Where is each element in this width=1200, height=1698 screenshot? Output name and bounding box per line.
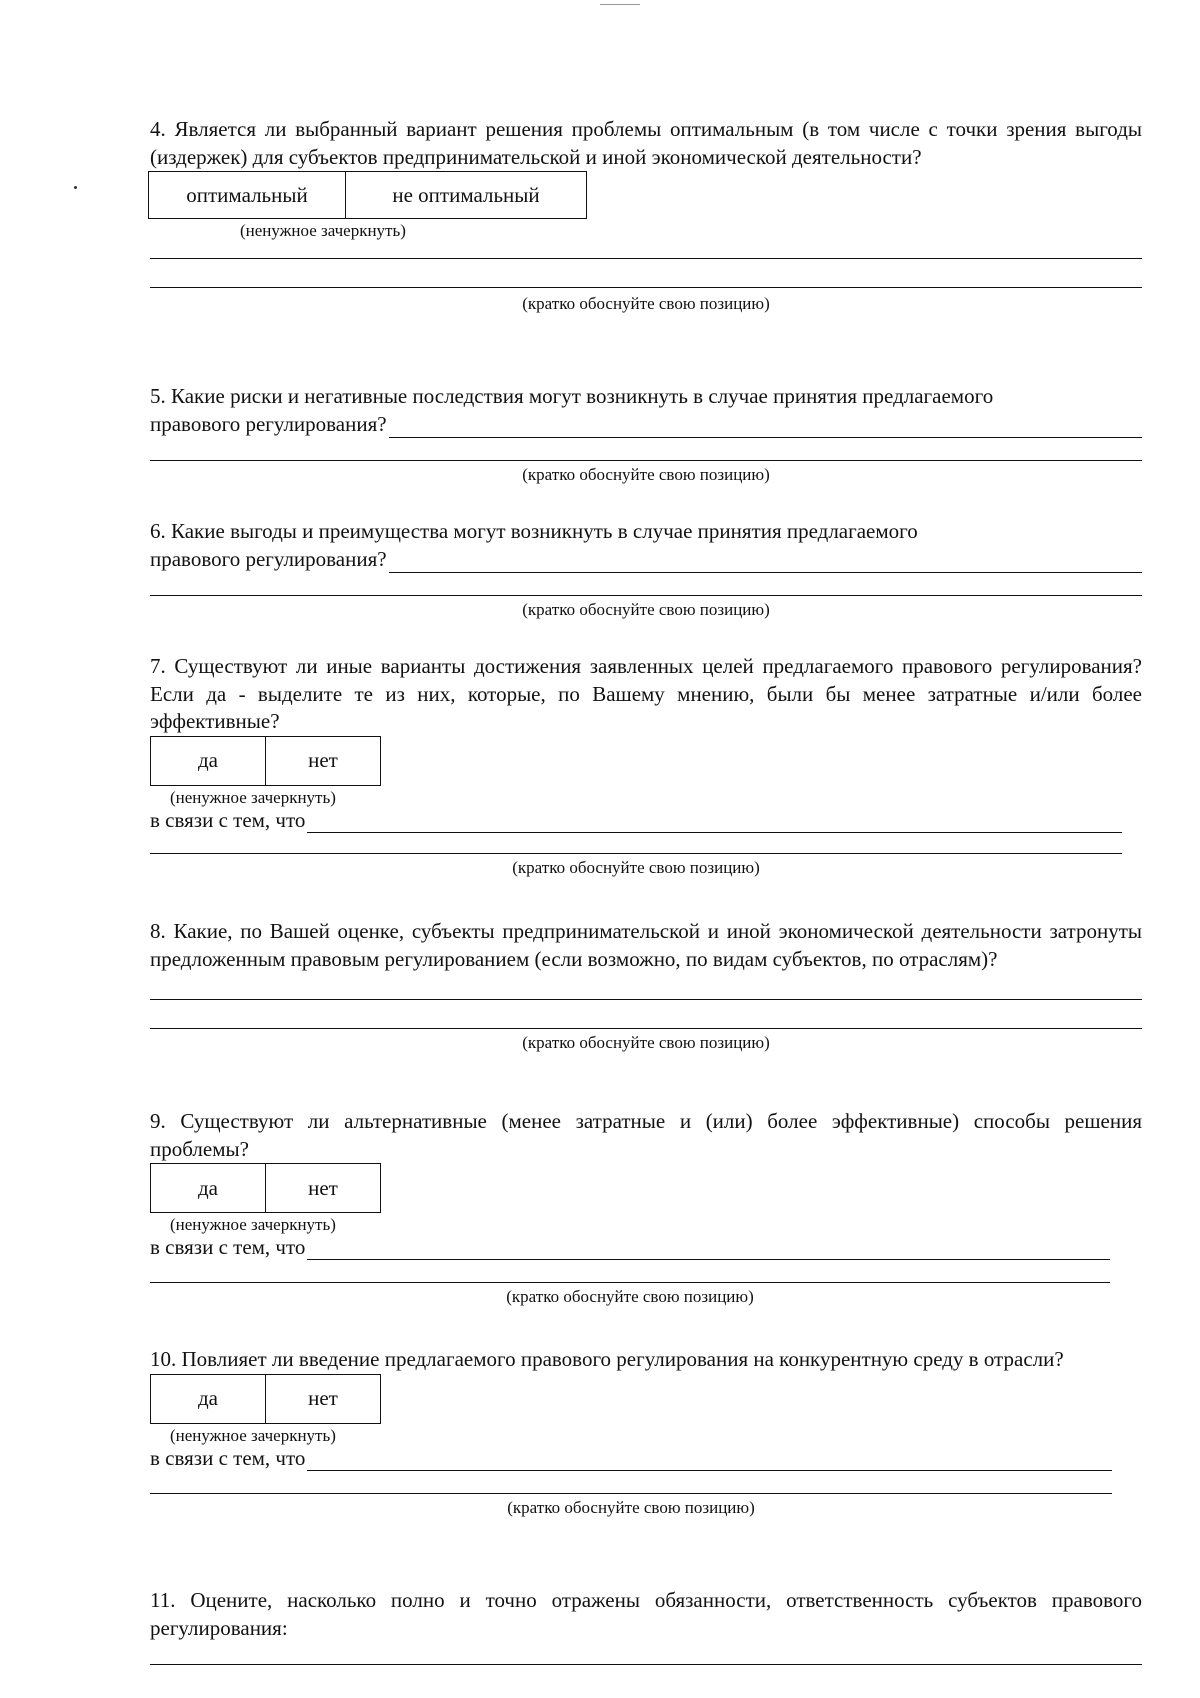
question-9-text: 9. Существуют ли альтернативные (менее затратные и (или) более эффективные) способы решения проблемы? (150, 1109, 1142, 1161)
because-label: в связи с тем, что (150, 1235, 306, 1259)
answer-line[interactable] (150, 1493, 1112, 1494)
question-7-options (150, 736, 381, 786)
question-11-text: 11. Оцените, насколько полно и точно отражены обязанности, ответственность субъектов правового регулирования: (150, 1588, 1142, 1640)
question-6-text: 6. Какие выгоды и преимущества могут возникнуть в случае принятия предлагаемого (150, 519, 918, 543)
answer-line[interactable] (307, 812, 1122, 833)
answer-line[interactable] (150, 287, 1142, 288)
justify-hint: (кратко обоснуйте свою позицию) (522, 294, 770, 313)
question-5 (150, 383, 1142, 485)
option-yes[interactable]: да (197, 1175, 218, 1200)
question-8-text: 8. Какие, по Вашей оценке, субъекты предпринимательской и иной экономической деятельности затронуты предложенным правовым регулированием (если возможно, по видам субъектов, по отраслям)? (150, 919, 1142, 971)
because-line (150, 1235, 1110, 1260)
question-8 (150, 918, 1142, 1053)
question-11 (150, 1587, 1142, 1665)
question-9 (150, 1108, 1142, 1307)
question-5-text-line2: правового регулирования? (150, 411, 387, 436)
justify-hint: (кратко обоснуйте свою позицию) (506, 1287, 754, 1306)
question-5-text: 5. Какие риски и негативные последствия могут возникнуть в случае принятия предлагаемого (150, 384, 994, 408)
answer-line[interactable] (307, 1239, 1110, 1260)
question-6 (150, 518, 1142, 620)
because-line (150, 808, 1122, 833)
cross-out-hint: (ненужное зачеркнуть) (170, 787, 336, 807)
page-top-mark (600, 4, 640, 5)
question-10-options (150, 1374, 381, 1424)
option-no[interactable]: нет (265, 1164, 380, 1212)
justify-hint: (кратко обоснуйте свою позицию) (522, 1033, 770, 1052)
justify-hint: (кратко обоснуйте свою позицию) (512, 857, 760, 877)
because-label: в связи с тем, что (150, 1445, 306, 1470)
answer-line[interactable] (150, 1664, 1142, 1665)
question-7-text: 7. Существуют ли иные варианты достижения заявленных целей предлагаемого правового регулирования? Если да - выделите те из них, которые, по Вашему мнению, были бы менее затратные и/или более эффективные? (150, 654, 1142, 733)
question-6-fill (150, 546, 1142, 574)
question-4-text: 4. Является ли выбранный вариант решения проблемы оптимальным (в том числе с точки зрения выгоды (издержек) для субъектов предпринимательской и иной экономической деятельности? (150, 117, 1142, 169)
question-4-options (148, 171, 587, 219)
question-5-fill (150, 411, 1142, 439)
question-7 (150, 653, 1142, 878)
justify-hint: (кратко обоснуйте свою позицию) (522, 465, 770, 484)
option-yes[interactable]: да (197, 748, 218, 772)
option-no[interactable]: нет (265, 737, 380, 785)
justify-hint: (кратко обоснуйте свою позицию) (507, 1497, 755, 1517)
answer-line[interactable] (150, 258, 1142, 259)
cross-out-hint: (ненужное зачеркнуть) (170, 1425, 336, 1445)
scan-dot (74, 186, 77, 189)
justify-hint: (кратко обоснуйте свою позицию) (522, 600, 770, 619)
answer-line[interactable] (389, 417, 1142, 438)
answer-line[interactable] (150, 460, 1142, 461)
option-optimal[interactable]: оптимальный (186, 182, 308, 207)
because-line (150, 1446, 1112, 1471)
question-6-text-line2: правового регулирования? (150, 546, 387, 571)
question-10 (150, 1346, 1142, 1518)
answer-line[interactable] (307, 1450, 1112, 1471)
option-not-optimal[interactable]: не оптимальный (345, 172, 586, 218)
answer-line[interactable] (150, 999, 1142, 1000)
cross-out-hint: (ненужное зачеркнуть) (170, 1215, 336, 1234)
question-9-options (150, 1163, 381, 1213)
option-no[interactable]: нет (265, 1375, 380, 1423)
answer-line[interactable] (150, 1028, 1142, 1029)
answer-line[interactable] (150, 595, 1142, 596)
cross-out-hint: (ненужное зачеркнуть) (240, 221, 406, 240)
answer-line[interactable] (389, 552, 1142, 573)
answer-line[interactable] (150, 853, 1122, 854)
option-yes[interactable]: да (197, 1386, 218, 1410)
answer-line[interactable] (150, 1282, 1110, 1283)
question-4 (150, 116, 1142, 314)
because-label: в связи с тем, что (150, 807, 306, 832)
question-10-text: 10. Повлияет ли введение предлагаемого правового регулирования на конкурентную среду в отрасли? (150, 1347, 1064, 1371)
